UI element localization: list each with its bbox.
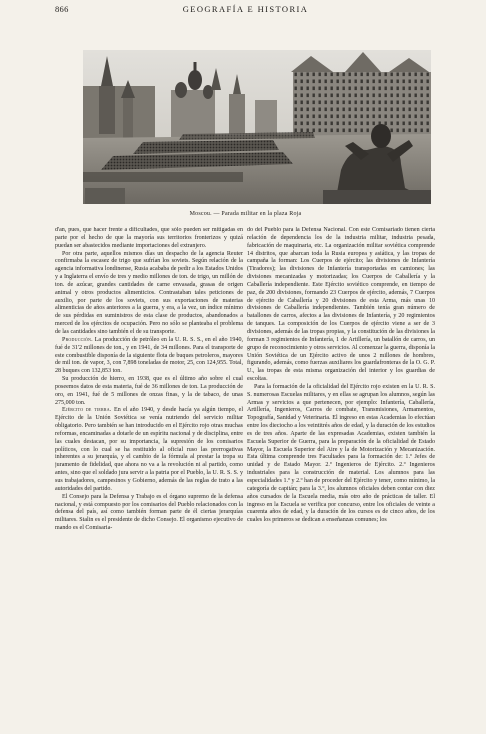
paragraph: Por otra parte, aquellos mismos días un despacho de la agencia Reuter confirmaba la escasez de trigo que sufrían los soviets. Según relación de la agencia informativa londinense, Rusia acababa de pedir a los Estados Unidos y a Inglaterra el envío de tres y medio millones de ton. de trigo, un millón de ton. de azúcar, grandes cantidades de carne envasada, grasas de origen animal y otros productos alimenticios. Contrastaban tales peticiones de auxilio, por parte de los soviets, con sus exportaciones de materias alimenticias de años anteriores a la guerra, y era, a la vez, un índice mínimo de sus pérdidas en suministros de esta clase de productos, abandonados a merced de los ejércitos de ocupación. Pero no sólo se planteaba el problema de las cantidades sino también el de su transporte. [55,250,243,335]
running-title: GEOGRAFÍA E HISTORIA [182,4,309,14]
paragraph [55,407,243,493]
paragraph [55,337,243,376]
photo-illustration [83,50,431,204]
left-text-column [55,227,243,644]
paragraph-text: La producción de petróleo en la U. R. S. S., en el año 1940, fué de 31'2 millones de ton., y en 1941, de 34 millones. Para el transporte de este combustible disponía de la siguiente flota de buques petroleros, mayores de mil ton. de vapor, 3, con 7,898 toneladas de motor, 25, con 124,955. Total, 28 buques con 132,853 ton. [55,336,243,375]
section-lead: Producción. [62,336,93,343]
paragraph-text: En el año 1940, y desde hacía ya algún tiempo, el Ejército de la Unión Soviética se venía nutriendo del servicio militar obligatorio. Pero también se han introducido en el Ejército rojo otras muchas reformas, encaminadas a dotarle de un espíritu nacional y de disciplina, entre las cuales destacan, por su importancia, la supresión de los comisarios políticos, con lo cual se ha restituido al oficial ruso las prerrogativas inherentes a su jerarquía, y el cambio de la fórmula al prestar la tropa su juramento de fidelidad, que ahora no va a la revolución ni al partido, como antes, sino que el soldado jura servir a la patria por el Pueblo, la U. R. S. S. y sus trabajadores, campesinos y Gobierno, además de las reglas de trato a las autoridades del partido. [55,407,243,492]
page-number: 866 [55,4,69,14]
paragraph: El Consejo para la Defensa y Trabajo es el órgano supremo de la defensa nacional, y está compuesto por los comisarios del Pueblo relacionados con la defensa del país, así como también forman parte de él ciertas jerarquías militares. Stalin es el presidente de dicho Consejo. El organismo ejecutivo de mando es el Comisaria- [55,493,243,532]
paragraph: do del Pueblo para la Defensa Nacional. Con este Comisariado tienen cierta relación de dependencia los de la industria militar, industria pesada, fabricación de maquinaria, etc. La organización militar soviética comprende 14 distritos, que abarcan toda la Rusia europea y asiática, y las tropas de campaña la forman: Los Cuerpos de ejército; las divisiones de Infantería (Tiradores); las divisiones de Infantería transportadas en camiones; las divisiones mecanizadas y motorizadas; los Cuerpos de Caballería y la Caballería independiente. Este Ejército soviético comprende, en tiempo de paz, de 200 divisiones, formando 23 Cuerpos de ejército, además, 7 Cuerpos de ejército de Caballería y 20 divisiones de esta Arma, más unas 10 divisiones de Caballería independientes. También tenía gran número de batallones de carros, afectos a las divisiones de Infantería, y 20 regimientos de tanques. La composición de los Cuerpos de ejército viene a ser de 3 divisiones, además de las tropas propias, y la constitución de las divisiones la forman 3 regimientos de Infantería, 1 de Artillería, un batallón de carros, un grupo de reconocimiento y otros servicios. Al comenzar la guerra, disponía la Unión Soviética de un Ejército activo de unos 2 millones de hombres, figurando, además, como fuerzas auxiliares los guardafronteras de la O. G. P. U., las tropas de esta misma organización del interior y los guardias de escoltas. [247,227,435,383]
parade-photograph [83,50,431,204]
page-header [55,4,436,18]
paragraph: Su producción de hierro, en 1938, que es el último año sobre el cual poseemos datos de esta materia, fué de 36 millones de ton. La producción de oro, en 1941, fué de 5 millones de onzas finas, y la de tabaco, de unas 275,000 ton. [55,376,243,406]
figure-caption: Moscou. — Parada militar en la plaza Roja [189,211,302,217]
paragraph: d'an, pues, que hacer frente a dificultades, que sólo pueden ser mitigadas en parte por el hecho de que la mayoría sus territorios fronterizos y quizá puedan ser abastecidos mediante importaciones del extranjero. [55,227,243,249]
right-text-column [247,227,435,689]
paragraph: Para la formación de la oficialidad del Ejército rojo existen en la U. R. S. S. numerosas Escuelas militares, y en ellas se agrupan los alumnos, según las Armas y servicios a que pertenecen, por ejemplo: Infantería, Caballería, Artillería, Ingenieros, Carros de combate, Transmisiones, Armamentos, Topografía, Sanidad y Veterinaria. El ingreso en estas Academias lo efectúan entre los dieciocho a los veintitrés años de edad, y la duración de los estudios es de tres años. Aparte de las expresadas Academias, existen también la Escuela Superior de Guerra, para la preparación de la oficialidad de Estado Mayor, la Escuela Superior del Aire y la de Motorización y Mecanización. Esta última comprende tres Facultades para la formación de: 1.º Jefes de unidad y de Estado Mayor. 2.º Ingenieros de Ejército. 2.º Ingenieros industriales para la construcción de material. Los alumnos para las especialidades 1.º y 2.º han de proceder del Ejército y tener, como mínimo, la categoría de capitán; para la 3.º, los alumnos oficiales deben contar con diez años cursados de la Escuela media, más otro año de prácticas de taller. El ingreso en la Escuela se verifica por concurso, entre los oficiales de veinte a cuarenta años de edad, y la duración de los cursos es de cinco años, de los cuales los primeros se dedican a enseñanzas comunes; los [247,383,435,524]
section-lead: Ejército de tierra. [62,407,112,414]
